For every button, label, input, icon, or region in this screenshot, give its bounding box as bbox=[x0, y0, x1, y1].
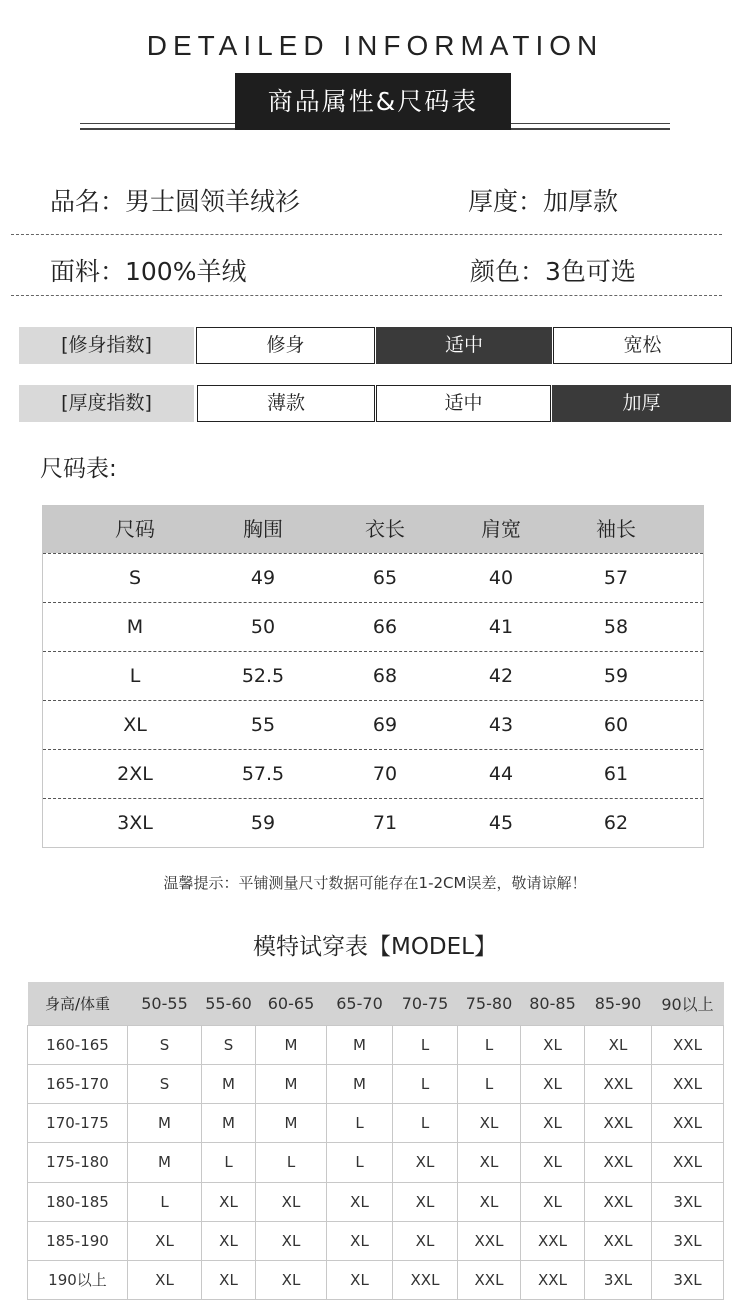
size-cell: XL bbox=[585, 1026, 652, 1065]
cell-sleeve: 60 bbox=[603, 714, 629, 736]
col-header: 60-65 bbox=[256, 982, 327, 1026]
col-header: 70-75 bbox=[393, 982, 458, 1026]
size-cell: XL bbox=[256, 1182, 327, 1221]
col-header: 身高/体重 bbox=[28, 982, 128, 1026]
size-cell: XL bbox=[202, 1260, 256, 1299]
size-cell: M bbox=[327, 1026, 393, 1065]
size-cell: XXL bbox=[585, 1065, 652, 1104]
size-cell: M bbox=[128, 1104, 202, 1143]
size-cell: XL bbox=[521, 1182, 585, 1221]
size-cell: XL bbox=[393, 1221, 458, 1260]
cell-size: M bbox=[126, 616, 144, 638]
size-cell: 3XL bbox=[652, 1260, 724, 1299]
col-header: 90以上 bbox=[652, 982, 724, 1026]
size-cell: M bbox=[202, 1104, 256, 1143]
table-row bbox=[43, 798, 703, 848]
size-cell: L bbox=[458, 1065, 521, 1104]
size-cell: XXL bbox=[585, 1143, 652, 1182]
thickness-option-medium: 适中 bbox=[376, 385, 551, 422]
col-header: 50-55 bbox=[128, 982, 202, 1026]
col-header: 袖长 bbox=[596, 517, 636, 541]
thickness-index-label: [厚度指数] bbox=[19, 385, 194, 422]
height-cell: 175-180 bbox=[28, 1143, 128, 1182]
cell-shoulder: 42 bbox=[488, 665, 514, 687]
fit-option-loose: 宽松 bbox=[553, 327, 732, 364]
size-cell: XXL bbox=[521, 1221, 585, 1260]
cell-size: 3XL bbox=[117, 812, 153, 834]
size-cell: S bbox=[202, 1026, 256, 1065]
table-row bbox=[28, 1065, 724, 1104]
cell-chest: 59 bbox=[250, 812, 276, 834]
size-cell: L bbox=[327, 1143, 393, 1182]
cell-length: 71 bbox=[372, 812, 398, 834]
size-cell: 3XL bbox=[585, 1260, 652, 1299]
divider bbox=[11, 234, 722, 235]
size-cell: L bbox=[256, 1143, 327, 1182]
fit-option-slim: 修身 bbox=[196, 327, 375, 364]
col-header: 80-85 bbox=[521, 982, 585, 1026]
fit-option-regular: 适中 bbox=[376, 327, 552, 364]
cell-shoulder: 41 bbox=[488, 616, 514, 638]
cell-chest: 57.5 bbox=[241, 763, 285, 785]
size-cell: XL bbox=[128, 1260, 202, 1299]
size-cell: XL bbox=[327, 1221, 393, 1260]
cell-chest: 52.5 bbox=[241, 665, 285, 687]
size-cell: XL bbox=[521, 1104, 585, 1143]
header-badge: 商品属性&尺码表 bbox=[235, 73, 511, 130]
size-cell: L bbox=[327, 1104, 393, 1143]
size-cell: XL bbox=[521, 1143, 585, 1182]
model-table bbox=[27, 982, 724, 1300]
size-cell: XXL bbox=[585, 1221, 652, 1260]
cell-sleeve: 57 bbox=[603, 567, 629, 589]
cell-length: 70 bbox=[372, 763, 398, 785]
table-row bbox=[28, 1104, 724, 1143]
cell-sleeve: 58 bbox=[603, 616, 629, 638]
size-cell: XXL bbox=[652, 1104, 724, 1143]
model-chart-title: 模特试穿表【MODEL】 bbox=[252, 934, 497, 960]
size-cell: XL bbox=[393, 1143, 458, 1182]
cell-shoulder: 40 bbox=[488, 567, 514, 589]
height-cell: 160-165 bbox=[28, 1026, 128, 1065]
size-cell: XL bbox=[458, 1104, 521, 1143]
size-cell: L bbox=[393, 1026, 458, 1065]
size-cell: XL bbox=[327, 1182, 393, 1221]
size-cell: L bbox=[128, 1182, 202, 1221]
height-cell: 165-170 bbox=[28, 1065, 128, 1104]
size-cell: XXL bbox=[652, 1065, 724, 1104]
table-row bbox=[28, 1143, 724, 1182]
cell-length: 69 bbox=[372, 714, 398, 736]
table-row bbox=[28, 1182, 724, 1221]
cell-chest: 55 bbox=[250, 714, 276, 736]
size-cell: L bbox=[393, 1104, 458, 1143]
thickness-option-thick: 加厚 bbox=[552, 385, 731, 422]
thickness-option-thin: 薄款 bbox=[197, 385, 375, 422]
cell-size: 2XL bbox=[117, 763, 153, 785]
cell-shoulder: 45 bbox=[488, 812, 514, 834]
size-cell: XXL bbox=[652, 1026, 724, 1065]
attr-material: 面料：100%羊绒 bbox=[50, 257, 247, 286]
cell-size: S bbox=[128, 567, 142, 589]
attr-color: 颜色：3色可选 bbox=[470, 257, 636, 286]
table-row bbox=[43, 553, 703, 603]
height-cell: 180-185 bbox=[28, 1182, 128, 1221]
col-header: 尺码 bbox=[115, 517, 155, 541]
size-cell: 3XL bbox=[652, 1182, 724, 1221]
col-header: 胸围 bbox=[243, 517, 283, 541]
attr-name: 品名：男士圆领羊绒衫 bbox=[50, 187, 301, 216]
cell-size: XL bbox=[123, 714, 147, 736]
size-cell: XXL bbox=[393, 1260, 458, 1299]
header-title: DETAILED INFORMATION bbox=[146, 30, 604, 61]
table-row bbox=[43, 749, 703, 799]
size-cell: XL bbox=[458, 1182, 521, 1221]
cell-chest: 50 bbox=[250, 616, 276, 638]
size-cell: M bbox=[202, 1065, 256, 1104]
cell-sleeve: 62 bbox=[603, 812, 629, 834]
fit-index-label: [修身指数] bbox=[19, 327, 194, 364]
divider bbox=[11, 295, 722, 296]
size-cell: XL bbox=[202, 1221, 256, 1260]
cell-sleeve: 61 bbox=[603, 763, 629, 785]
cell-length: 65 bbox=[372, 567, 398, 589]
size-cell: M bbox=[256, 1104, 327, 1143]
model-table-header bbox=[28, 982, 724, 1026]
size-cell: XL bbox=[521, 1065, 585, 1104]
cell-chest: 49 bbox=[250, 567, 276, 589]
size-cell: XL bbox=[128, 1221, 202, 1260]
table-row bbox=[28, 1026, 724, 1065]
cell-length: 66 bbox=[372, 616, 398, 638]
size-cell: XL bbox=[327, 1260, 393, 1299]
size-cell: XL bbox=[393, 1182, 458, 1221]
cell-size: L bbox=[129, 665, 141, 687]
col-header: 65-70 bbox=[327, 982, 393, 1026]
size-cell: XL bbox=[458, 1143, 521, 1182]
col-header: 75-80 bbox=[458, 982, 521, 1026]
measurement-note: 温馨提示：平铺测量尺寸数据可能存在1-2CM误差，敬请谅解！ bbox=[163, 874, 587, 892]
size-cell: L bbox=[458, 1026, 521, 1065]
size-cell: XL bbox=[256, 1260, 327, 1299]
size-cell: M bbox=[256, 1065, 327, 1104]
table-row bbox=[43, 700, 703, 750]
col-header: 衣长 bbox=[365, 517, 405, 541]
height-cell: 170-175 bbox=[28, 1104, 128, 1143]
size-cell: XXL bbox=[585, 1182, 652, 1221]
size-cell: M bbox=[327, 1065, 393, 1104]
size-table bbox=[42, 505, 704, 848]
size-cell: M bbox=[256, 1026, 327, 1065]
cell-sleeve: 59 bbox=[603, 665, 629, 687]
table-row bbox=[28, 1221, 724, 1260]
height-cell: 190以上 bbox=[28, 1260, 128, 1299]
size-cell: XXL bbox=[585, 1104, 652, 1143]
height-cell: 185-190 bbox=[28, 1221, 128, 1260]
col-header: 85-90 bbox=[585, 982, 652, 1026]
attr-thickness: 厚度：加厚款 bbox=[468, 187, 619, 216]
col-header: 肩宽 bbox=[481, 517, 521, 541]
size-cell: XXL bbox=[458, 1260, 521, 1299]
size-cell: L bbox=[393, 1065, 458, 1104]
size-cell: S bbox=[128, 1026, 202, 1065]
size-cell: XL bbox=[256, 1221, 327, 1260]
cell-shoulder: 43 bbox=[488, 714, 514, 736]
size-cell: XXL bbox=[458, 1221, 521, 1260]
size-cell: M bbox=[128, 1143, 202, 1182]
size-cell: S bbox=[128, 1065, 202, 1104]
table-row bbox=[43, 651, 703, 701]
table-row bbox=[28, 1260, 724, 1299]
size-cell: L bbox=[202, 1143, 256, 1182]
size-cell: XL bbox=[521, 1026, 585, 1065]
size-chart-heading: 尺码表: bbox=[40, 456, 117, 482]
size-cell: 3XL bbox=[652, 1221, 724, 1260]
size-cell: XXL bbox=[521, 1260, 585, 1299]
table-row bbox=[43, 602, 703, 652]
col-header: 55-60 bbox=[202, 982, 256, 1026]
size-cell: XXL bbox=[652, 1143, 724, 1182]
size-cell: XL bbox=[202, 1182, 256, 1221]
cell-length: 68 bbox=[372, 665, 398, 687]
size-table-header bbox=[43, 506, 703, 553]
cell-shoulder: 44 bbox=[488, 763, 514, 785]
